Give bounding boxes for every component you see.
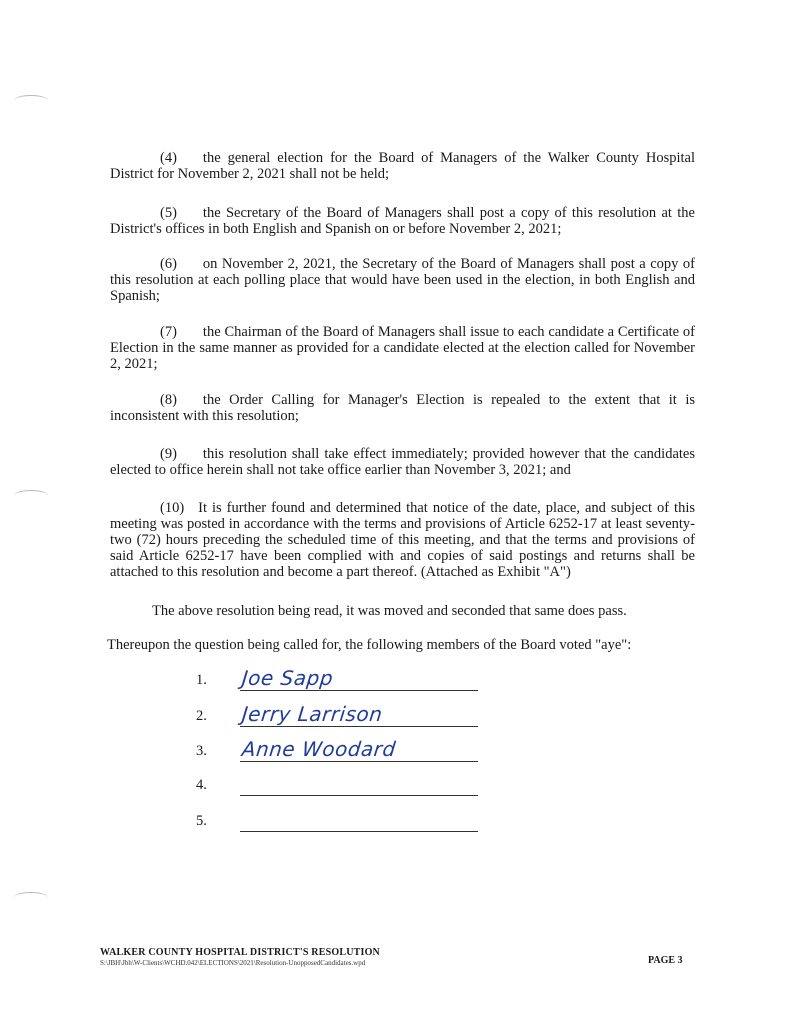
punch-hole-mark [14,95,48,106]
footer-title: WALKER COUNTY HOSPITAL DISTRICT'S RESOLUTION [100,947,380,958]
question-called-sentence: Thereupon the question being called for, the following members of the Board voted "aye": [107,637,632,653]
item-number: (10) [160,500,185,516]
signature-line [240,726,478,727]
page-number: PAGE 3 [648,955,683,966]
item-text: on November 2, 2021, the Secretary of the Board of Managers shall post a copy of this resolution at each polling place that would have been used in the election, in both English and Spanish; [110,256,695,304]
vote-line-5 [196,808,496,832]
item-number: (5) [160,205,177,221]
item-number: (8) [160,392,177,408]
item-text: the Secretary of the Board of Managers shall post a copy of this resolution at the District's offices in both English and Spanish on or before November 2, 2021; [110,205,695,237]
item-text: It is further found and determined that notice of the date, place, and subject of this meeting was posted in accordance with the terms and provisions of Article 6252-17 at least seventy-two (72) hours preceding the scheduled time of this meeting, and that the terms and provisions of said Article 6252-17 have been complied with and copies of said postings and returns shall be attached to this resolution and become a part thereof. (Attached as Exhibit "A") [110,500,695,580]
resolution-item-5 [110,205,695,237]
vote-number: 3. [196,743,207,759]
item-text: this resolution shall take effect immediately; provided however that the candidates elected to office herein shall not take office earlier than November 3, 2021; and [110,446,695,478]
footer-file-path: S:\JBH\Jbh\W-Clients\WCHD.042\ELECTIONS\2021\Resolution-UnopposedCandidates.wpd [100,959,366,967]
signature-line [240,795,478,796]
vote-line-4 [196,772,496,796]
item-text: the Order Calling for Manager's Election is repealed to the extent that it is inconsistent with this resolution; [110,392,695,424]
resolution-item-10 [110,500,695,580]
vote-number: 1. [196,672,207,688]
resolution-item-9 [110,446,695,478]
signature: Jerry Larrison [240,702,384,726]
signature-line [240,761,478,762]
item-text: the Chairman of the Board of Managers shall issue to each candidate a Certificate of Election in the same manner as provided for a candidate elected at the election called for November 2, 2021; [110,324,695,372]
item-text: the general election for the Board of Managers of the Walker County Hospital District for November 2, 2021 shall not be held; [110,150,695,182]
resolution-item-6 [110,256,695,304]
vote-line-1 [196,667,496,691]
item-number: (6) [160,256,177,272]
item-number: (7) [160,324,177,340]
vote-number: 5. [196,813,207,829]
punch-hole-mark [14,490,48,501]
resolution-read-sentence: The above resolution being read, it was moved and seconded that same does pass. [152,603,627,619]
resolution-item-8 [110,392,695,424]
punch-hole-mark [14,892,48,903]
resolution-item-4 [110,150,695,182]
signature-line [240,690,478,691]
signature-line [240,831,478,832]
resolution-item-7 [110,324,695,372]
vote-number: 2. [196,708,207,724]
signature: Anne Woodard [240,737,398,761]
item-number: (9) [160,446,177,462]
signature: Joe Sapp [240,666,335,690]
item-number: (4) [160,150,177,166]
vote-number: 4. [196,777,207,793]
vote-line-3 [196,738,496,762]
vote-line-2 [196,703,496,727]
